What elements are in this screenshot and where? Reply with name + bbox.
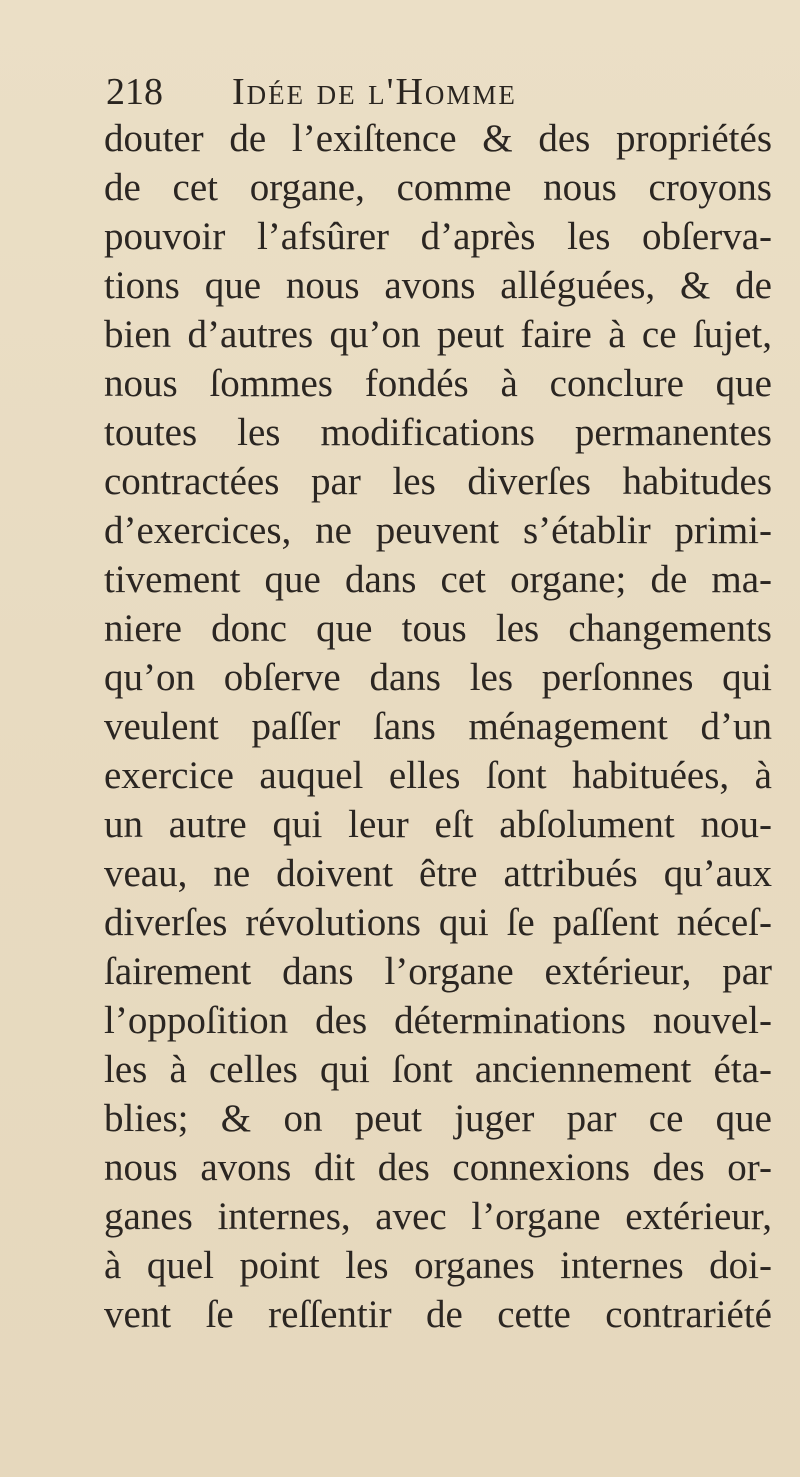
page-header bbox=[106, 72, 706, 112]
text-line: douter de l’exiſtence & des propriétés bbox=[104, 117, 772, 160]
text-line: diverſes révolutions qui ſe paſſent néceſ- bbox=[104, 901, 772, 944]
text-line: à quel point les organes internes doi- bbox=[104, 1244, 772, 1287]
text-line: contractées par les diverſes habitudes bbox=[104, 460, 772, 503]
text-line: toutes les modifications permanentes bbox=[104, 411, 772, 454]
text-line: pouvoir l’afsûrer d’après les obſerva- bbox=[104, 215, 772, 258]
text-line: tivement que dans cet organe; de ma- bbox=[104, 558, 772, 601]
text-line: veau, ne doivent être attribués qu’aux bbox=[104, 852, 772, 895]
text-line: les à celles qui ſont anciennement éta- bbox=[104, 1048, 772, 1091]
text-line: exercice auquel elles ſont habituées, à bbox=[104, 754, 772, 797]
text-line: un autre qui leur eſt abſolument nou- bbox=[104, 803, 772, 846]
page-number: 218 bbox=[106, 71, 163, 113]
text-line: blies; & on peut juger par ce que bbox=[104, 1097, 772, 1140]
text-line: ganes internes, avec l’organe extérieur, bbox=[104, 1195, 772, 1238]
text-line: veulent paſſer ſans ménagement d’un bbox=[104, 705, 772, 748]
text-line: niere donc que tous les changements bbox=[104, 607, 772, 650]
text-line: ſairement dans l’organe extérieur, par bbox=[104, 950, 772, 993]
text-line: vent ſe reſſentir de cette contrariété bbox=[104, 1293, 772, 1336]
body-text bbox=[104, 114, 772, 1339]
text-line: nous avons dit des connexions des or- bbox=[104, 1146, 772, 1189]
text-line: bien d’autres qu’on peut faire à ce ſujet, bbox=[104, 313, 772, 356]
text-line: qu’on obſerve dans les perſonnes qui bbox=[104, 656, 772, 699]
text-line: d’exercices, ne peuvent s’établir primi- bbox=[104, 509, 772, 552]
text-line: nous ſommes fondés à conclure que bbox=[104, 362, 772, 405]
text-line: de cet organe, comme nous croyons bbox=[104, 166, 772, 209]
text-line: l’oppoſition des déterminations nouvel- bbox=[104, 999, 772, 1042]
text-line: tions que nous avons alléguées, & de bbox=[104, 264, 772, 307]
running-title: Idée de l'Homme bbox=[232, 71, 517, 113]
